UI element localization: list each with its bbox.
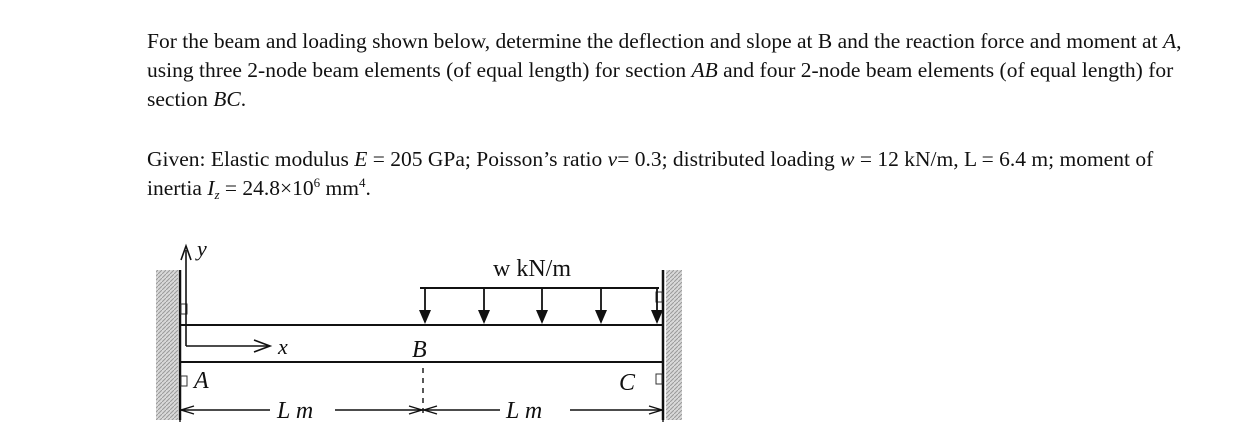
load-label: w kN/m xyxy=(493,256,571,282)
point-a-label: A xyxy=(194,368,209,394)
distributed-load xyxy=(419,288,663,324)
given-text-2: = 205 GPa; Poisson’s ratio xyxy=(367,147,608,171)
given-exponent-4: 4 xyxy=(359,175,366,190)
given-unit-mm: mm xyxy=(320,176,359,200)
load-arrow-2 xyxy=(478,288,490,324)
given-text-1: Given: Elastic modulus xyxy=(147,147,355,171)
y-axis-label: y xyxy=(197,236,207,261)
given-text-6: . xyxy=(365,176,371,200)
span-bc-label: L m xyxy=(506,398,543,424)
span-ab-label: L m xyxy=(277,398,314,424)
point-c-label: C xyxy=(619,370,636,396)
given-text-5: = 24.8×10 xyxy=(219,176,314,200)
dimension-bc xyxy=(423,400,663,422)
load-arrow-4 xyxy=(595,288,607,324)
given-exponent-6: 6 xyxy=(313,175,321,190)
load-arrow-3 xyxy=(536,288,548,324)
intro-section-ab: AB xyxy=(691,58,718,82)
load-arrow-1 xyxy=(419,288,431,324)
y-axis-arrow xyxy=(181,246,191,346)
x-axis-arrow xyxy=(186,340,270,352)
intro-text-2: , using three 2-node beam elements (of equal length) for section xyxy=(147,29,1182,82)
intro-section-bc: BC xyxy=(213,87,241,111)
intro-text-4: . xyxy=(240,87,247,111)
given-values xyxy=(147,145,1207,203)
given-text-4: = 12 kN/m, L = 6.4 m; moment of inertia xyxy=(147,147,1154,200)
given-symbol-i: I xyxy=(207,176,215,200)
point-b-label: B xyxy=(412,337,427,363)
load-arrow-5 xyxy=(651,288,663,324)
given-symbol-nu: ν xyxy=(607,147,618,171)
given-text-3: = 0.3; distributed loading xyxy=(617,147,841,171)
intro-text-3: and four 2-node beam elements (of equal length) for section xyxy=(147,58,1174,111)
intro-text-1: For the beam and loading shown below, determine the deflection and slope at B and the reaction force and moment at xyxy=(147,29,1163,53)
x-axis-label: x xyxy=(278,334,288,359)
given-symbol-e: E xyxy=(354,147,368,171)
problem-statement xyxy=(147,27,1207,114)
given-subscript-z: z xyxy=(214,187,220,202)
right-wall-support xyxy=(656,270,682,420)
left-wall-support xyxy=(156,270,187,420)
beam-diagram xyxy=(150,226,710,436)
intro-point-a: A xyxy=(1162,29,1177,53)
given-symbol-w: w xyxy=(840,147,855,171)
